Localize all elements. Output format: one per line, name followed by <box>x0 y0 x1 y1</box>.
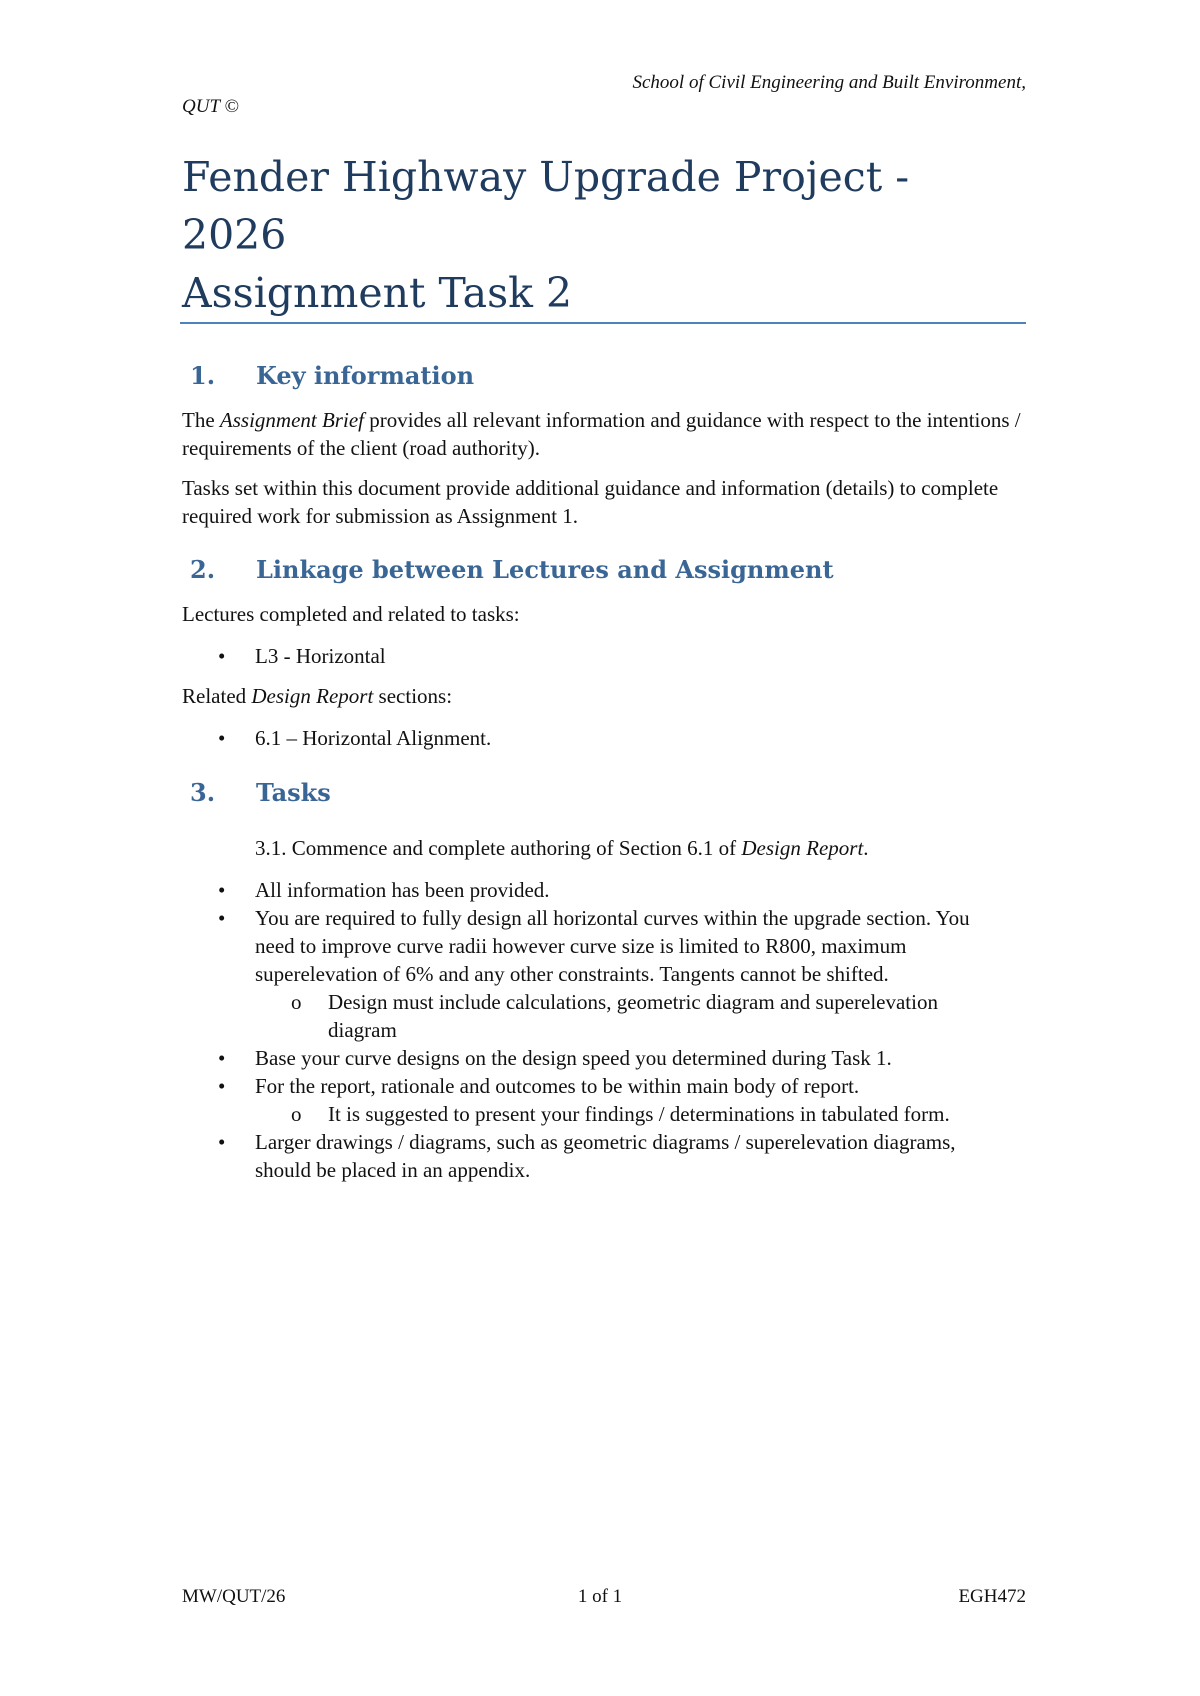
section-number: 1. <box>190 361 216 390</box>
list-item <box>182 724 1028 752</box>
list-item-text: Design must include calculations, geometric diagram and superelevation diagram <box>328 990 938 1042</box>
sub-list <box>255 1100 982 1128</box>
list-item <box>182 642 1028 670</box>
list-item-text: L3 - Horizontal <box>255 644 386 668</box>
bullet-icon: • <box>218 1130 226 1154</box>
task-3-1 <box>255 834 1025 862</box>
assignment-brief-emphasis: Assignment Brief <box>219 408 364 432</box>
list-item-text: It is suggested to present your findings / determinations in tabulated form. <box>328 1102 950 1126</box>
task-bullets <box>182 876 982 1184</box>
sub-list-item <box>255 1100 982 1128</box>
title-line-1: Fender Highway Upgrade Project - <box>182 153 910 201</box>
text-run: Related <box>182 684 252 708</box>
list-item-text: All information has been provided. <box>255 878 550 902</box>
section-title: Linkage between Lectures and Assignment <box>256 555 834 584</box>
section-number: 2. <box>190 555 216 584</box>
section-title: Key information <box>256 361 475 390</box>
section-number: 3. <box>190 778 216 807</box>
section-3-heading <box>190 778 331 807</box>
text-run: sections: <box>373 684 453 708</box>
report-sections-intro <box>182 682 1028 710</box>
bullet-icon: • <box>218 1046 226 1070</box>
report-sections-list <box>182 724 1028 752</box>
list-item <box>182 904 982 1044</box>
footer-left: MW/QUT/26 <box>182 1586 286 1607</box>
lectures-intro: Lectures completed and related to tasks: <box>182 602 520 626</box>
title-divider <box>180 322 1026 324</box>
header-qut: QUT © <box>182 96 239 117</box>
text-run: provides all relevant information and guidance with respect to the intentions / requirements of the client (road authority). <box>182 408 1021 460</box>
list-item-text: You are required to fully design all horizontal curves within the upgrade section. You need to improve curve radii however curve size is limited to R800, maximum superelevation of 6% and any other constraints. Tangents cannot be shifted. <box>255 906 970 986</box>
sub-list-item <box>255 988 982 1044</box>
list-item-text: 6.1 – Horizontal Alignment. <box>255 726 492 750</box>
circle-bullet-icon: o <box>291 1102 302 1126</box>
list-item-text: Larger drawings / diagrams, such as geometric diagrams / superelevation diagrams, should be placed in an appendix. <box>255 1130 956 1182</box>
list-item <box>182 876 982 904</box>
page-number: 1 of 1 <box>577 1586 623 1607</box>
key-info-paragraph-1 <box>182 406 1028 462</box>
title-line-3: Assignment Task 2 <box>182 269 573 317</box>
section-title: Tasks <box>256 778 331 807</box>
text-run: . <box>863 836 869 860</box>
bullet-icon: • <box>218 878 226 902</box>
text-run: The <box>182 408 220 432</box>
key-info-paragraph-2: Tasks set within this document provide additional guidance and information (details) to complete required work for submission as Assignment 1. <box>182 476 999 528</box>
circle-bullet-icon: o <box>291 990 302 1014</box>
design-report-emphasis: Design Report <box>251 684 374 708</box>
list-item <box>182 1128 982 1184</box>
header-school: School of Civil Engineering and Built Environment, <box>632 72 1026 93</box>
lectures-list <box>182 642 1028 670</box>
list-item-text: For the report, rationale and outcomes to be within main body of report. <box>255 1074 860 1098</box>
sub-list <box>255 988 982 1044</box>
design-report-emphasis: Design Report <box>741 836 864 860</box>
list-item <box>182 1044 982 1072</box>
bullet-icon: • <box>218 906 226 930</box>
bullet-icon: • <box>218 644 226 668</box>
section-2-heading <box>190 555 834 584</box>
section-1-heading <box>190 361 474 390</box>
bullet-icon: • <box>218 726 226 750</box>
list-item-text: Base your curve designs on the design speed you determined during Task 1. <box>255 1046 892 1070</box>
page-title <box>182 148 1028 322</box>
title-line-2: 2026 <box>182 211 287 259</box>
text-run: 3.1. Commence and complete authoring of Section 6.1 of <box>255 836 742 860</box>
footer-right: EGH472 <box>958 1586 1026 1607</box>
bullet-icon: • <box>218 1074 226 1098</box>
list-item <box>182 1072 982 1128</box>
